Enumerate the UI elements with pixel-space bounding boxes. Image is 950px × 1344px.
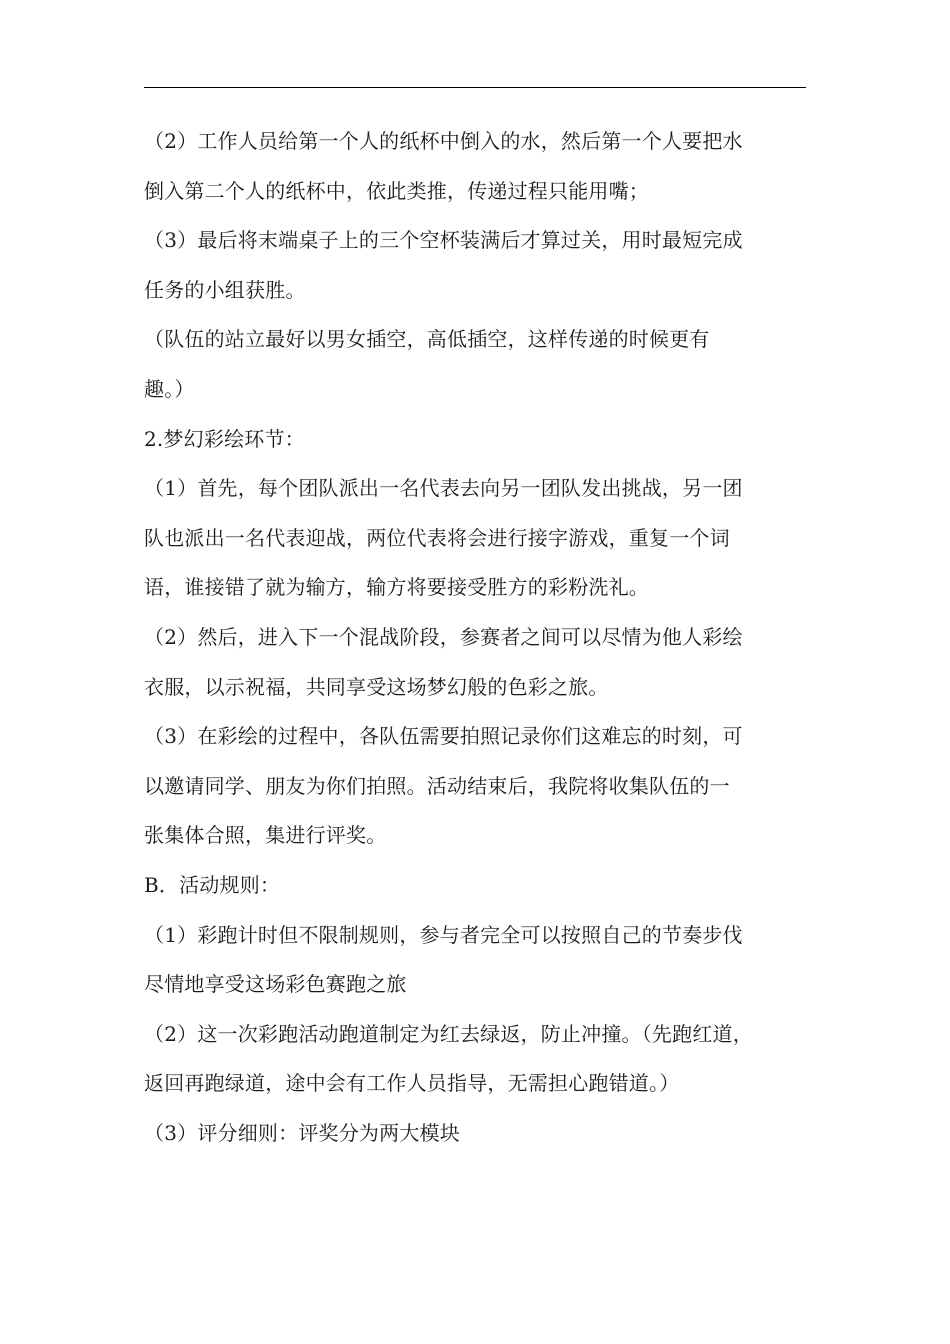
text-line: 倒入第二个人的纸杯中，依此类推，传递过程只能用嘴； bbox=[144, 178, 649, 203]
text-line: （2）然后，进入下一个混战阶段，参赛者之间可以尽情为他人彩绘 bbox=[144, 624, 743, 649]
text-line: （2）这一次彩跑活动跑道制定为红去绿返，防止冲撞。（先跑红道， bbox=[144, 1021, 753, 1046]
text-line: （3）最后将末端桌子上的三个空杯装满后才算过关，用时最短完成 bbox=[144, 228, 743, 253]
text-line: （队伍的站立最好以男女插空，高低插空，这样传递的时候更有 bbox=[144, 327, 710, 352]
text-line: 返回再跑绿道，途中会有工作人员指导，无需担心跑错道。） bbox=[144, 1071, 680, 1096]
text-line: （3）在彩绘的过程中，各队伍需要拍照记录你们这难忘的时刻，可 bbox=[144, 724, 743, 749]
text-line: 语，谁接错了就为输方，输方将要接受胜方的彩粉洗礼。 bbox=[144, 575, 649, 600]
text-line: 任务的小组获胜。 bbox=[144, 277, 306, 302]
document-body bbox=[144, 117, 824, 1158]
section-heading: B．活动规则： bbox=[144, 872, 281, 897]
text-line: （3）评分细则：评奖分为两大模块 bbox=[144, 1120, 460, 1145]
text-line: 张集体合照，集进行评奖。 bbox=[144, 823, 387, 848]
section-heading: 2.梦幻彩绘环节： bbox=[144, 426, 305, 451]
text-line: 衣服，以示祝福，共同享受这场梦幻般的色彩之旅。 bbox=[144, 674, 609, 699]
text-line: 队也派出一名代表迎战，两位代表将会进行接字游戏，重复一个词 bbox=[144, 525, 730, 550]
text-line: （1）首先，每个团队派出一名代表去向另一团队发出挑战，另一团 bbox=[144, 476, 743, 501]
text-line: （2）工作人员给第一个人的纸杯中倒入的水，然后第一个人要把水 bbox=[144, 129, 743, 153]
text-line: （1）彩跑计时但不限制规则，参与者完全可以按照自己的节奏步伐 bbox=[144, 922, 743, 947]
text-line: 趣。） bbox=[144, 376, 195, 401]
header-rule bbox=[144, 87, 806, 88]
text-line: 尽情地享受这场彩色赛跑之旅 bbox=[144, 972, 407, 997]
text-line: 以邀请同学、朋友为你们拍照。活动结束后，我院将收集队伍的一 bbox=[144, 773, 730, 798]
